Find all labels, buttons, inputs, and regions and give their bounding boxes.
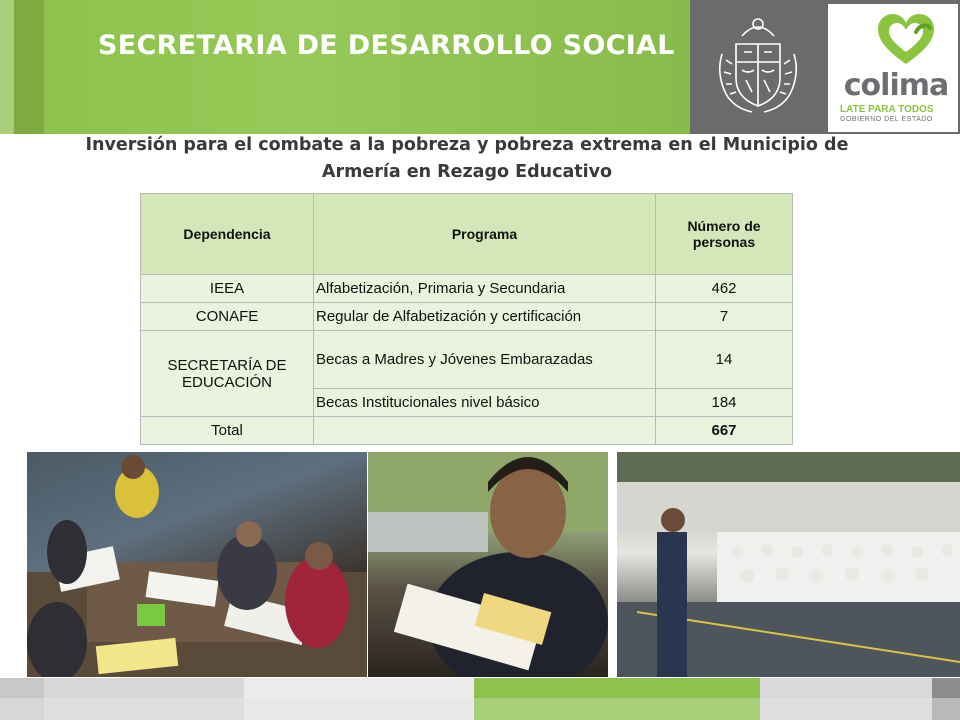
total-empty-cell: [314, 417, 656, 445]
cell-programa: Becas a Madres y Jóvenes Embarazadas: [314, 331, 656, 389]
heart-logo-icon: [876, 12, 936, 68]
header-numero-personas: Número de personas: [656, 194, 793, 275]
cell-dependencia: CONAFE: [141, 303, 314, 331]
cell-dependencia: SECRETARÍA DE EDUCACIÓN: [141, 331, 314, 417]
photo-assembly-hall: [617, 452, 960, 677]
cell-personas: 184: [656, 389, 793, 417]
education-investment-table: [140, 193, 793, 445]
photo-adults-studying: [27, 452, 367, 677]
table-row: [141, 303, 793, 331]
header-green-bar: [44, 0, 690, 134]
subtitle-line-2: Armería en Rezago Educativo: [321, 162, 613, 182]
cell-personas: 14: [656, 331, 793, 389]
photo-woman-reading-illustration: [368, 452, 608, 677]
page-title: SECRETARIA DE DESARROLLO SOCIAL: [98, 30, 675, 61]
photo-woman-reading: [368, 452, 608, 677]
section-subtitle: [70, 132, 864, 186]
colima-logo: [828, 4, 958, 132]
header-programa: Programa: [314, 194, 656, 275]
table-total-row: [141, 417, 793, 445]
cell-personas: 7: [656, 303, 793, 331]
header-accent-light: [0, 0, 14, 134]
total-label: Total: [141, 417, 314, 445]
table-row: [141, 331, 793, 389]
total-value: 667: [656, 417, 793, 445]
header-banner: [0, 0, 960, 134]
footer-stripe: [0, 678, 960, 720]
logo-wordmark: colima: [843, 68, 949, 103]
subtitle-line-1: Inversión para el combate a la pobreza y pobreza extrema en el Municipio de: [85, 135, 849, 155]
table-header-row: [141, 194, 793, 275]
photo-assembly-hall-illustration: [617, 452, 960, 677]
table-row: [141, 275, 793, 303]
coat-of-arms-icon: [712, 14, 804, 118]
cell-programa: Alfabetización, Primaria y Secundaria: [314, 275, 656, 303]
header-dependencia: Dependencia: [141, 194, 314, 275]
cell-programa: Becas Institucionales nivel básico: [314, 389, 656, 417]
cell-dependencia: IEEA: [141, 275, 314, 303]
logo-subline: GOBIERNO DEL ESTADO: [840, 116, 933, 123]
cell-personas: 462: [656, 275, 793, 303]
cell-programa: Regular de Alfabetización y certificación: [314, 303, 656, 331]
logo-tagline: LATE PARA TODOS: [840, 104, 934, 115]
photo-adults-studying-illustration: [27, 452, 367, 677]
